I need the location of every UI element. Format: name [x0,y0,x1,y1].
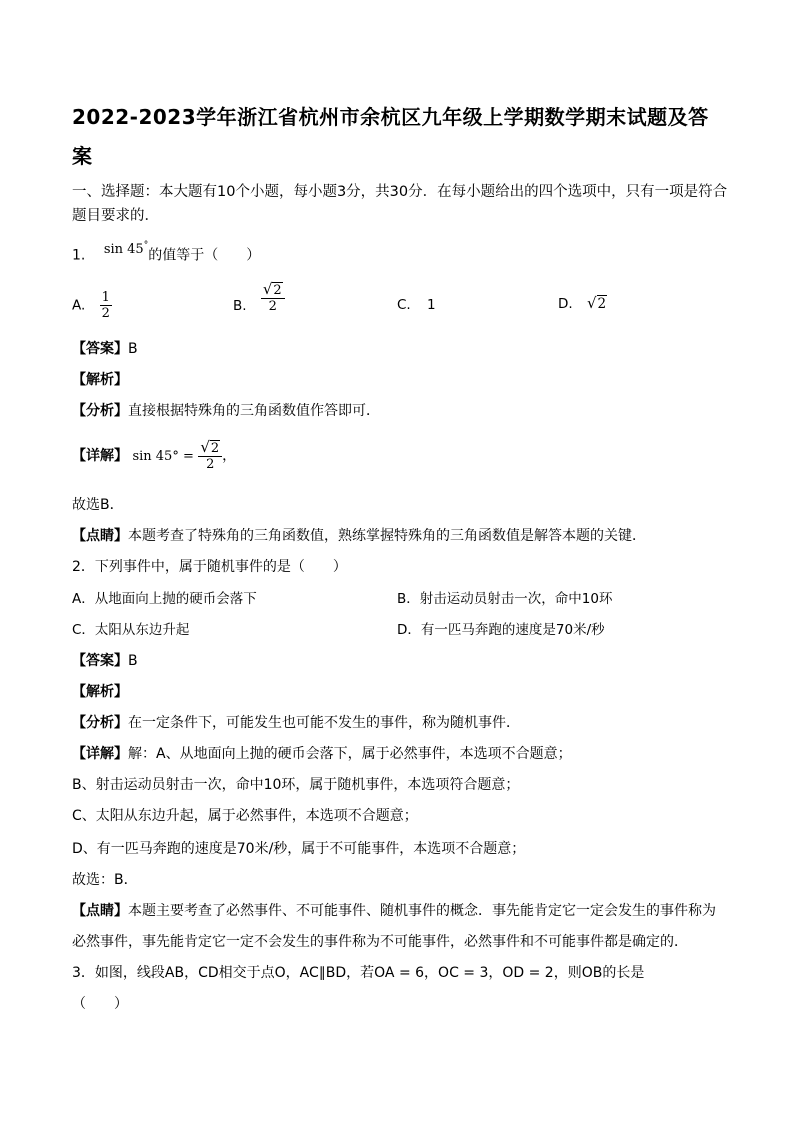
q1-detail-fraction: $\frac{√2}{2}$ [198,440,222,472]
q3-stem: 3．如图，线段AB，CD相交于点O，AC∥BD，若OA = 6，OC = 3，OD = 2，则OB的长是 [72,965,645,981]
q2-option-c: C．太阳从东边升起 [72,622,190,638]
q1-option-d: D. √2 [558,294,607,312]
q1-option-b: B. $\frac{√2}{2}$ [233,282,285,314]
q2-option-d: D．有一匹马奔跑的速度是70米/秒 [397,622,605,638]
q1-expression: sin 45° [103,241,149,258]
q3-bracket: （ ） [72,996,128,1012]
q2-option-a: A．从地面向上抛的硬币会落下 [72,591,257,607]
q2-detail-4: D、有一匹马奔跑的速度是70米/秒，属于不可能事件，本选项不合题意； [72,841,526,857]
q1-option-a-fraction: $\frac{1}{2}$ [101,290,110,321]
q2-comment-2: 必然事件，事先能肯定它一定不会发生的事件称为不可能事件，必然事件和不可能事件都是确定的． [72,934,688,950]
q2-detail-2: B、射击运动员射击一次，命中10环，属于随机事件，本选项符合题意； [72,777,520,793]
q2-fenxi: 【分析】在一定条件下，可能发生也可能不发生的事件，称为随机事件． [72,715,520,731]
q1-comment: 【点睛】本题考查了特殊角的三角函数值，熟练掌握特殊角的三角函数值是解答本题的关键． [72,528,646,544]
q1-analysis-tag: 【解析】 [72,372,128,388]
q1-option-b-fraction: $\frac{√2}{2}$ [261,282,285,314]
document-title-line-2: 案 [72,144,93,168]
q1-fenxi: 【分析】直接根据特殊角的三角函数值作答即可． [72,403,380,419]
q2-answer: 【答案】B [72,653,138,669]
q1-detail: 【详解】 sin 45° = $\frac{√2}{2}$ ， [72,438,237,472]
document-title-line-1: 2022-2023学年浙江省杭州市余杭区九年级上学期数学期末试题及答 [72,105,709,129]
section-intro-line-2: 题目要求的． [72,208,159,224]
q1-stem-suffix: 的值等于（ ） [148,247,261,264]
q1-number: 1. [72,247,86,264]
q2-option-b: B．射击运动员射击一次，命中10环 [397,591,613,607]
q1-stem [72,243,260,265]
q1-option-a: A. $\frac{1}{2}$ [72,290,110,321]
q2-detail-1: 【详解】解：A、从地面向上抛的硬币会落下，属于必然事件，本选项不合题意； [72,746,572,762]
q1-conclusion: 故选B． [72,497,124,513]
q2-comment-1: 【点睛】本题主要考查了必然事件、不可能事件、随机事件的概念．事先能肯定它一定会发生的事件称为 [72,903,716,919]
q1-answer: 【答案】B [72,341,138,357]
q2-detail-3: C、太阳从东边升起，属于必然事件，本选项不合题意； [72,808,418,824]
q2-analysis-tag: 【解析】 [72,684,128,700]
q2-conclusion: 故选：B． [72,872,138,888]
q1-option-c: C. 1 [397,297,436,313]
section-intro-line-1: 一、选择题：本大题有10个小题，每小题3分，共30分．在每小题给出的四个选项中，只有一项是符合 [72,184,728,200]
q1-option-d-sqrt: √2 [586,294,607,312]
q2-stem: 2．下列事件中，属于随机事件的是（ ） [72,559,347,575]
